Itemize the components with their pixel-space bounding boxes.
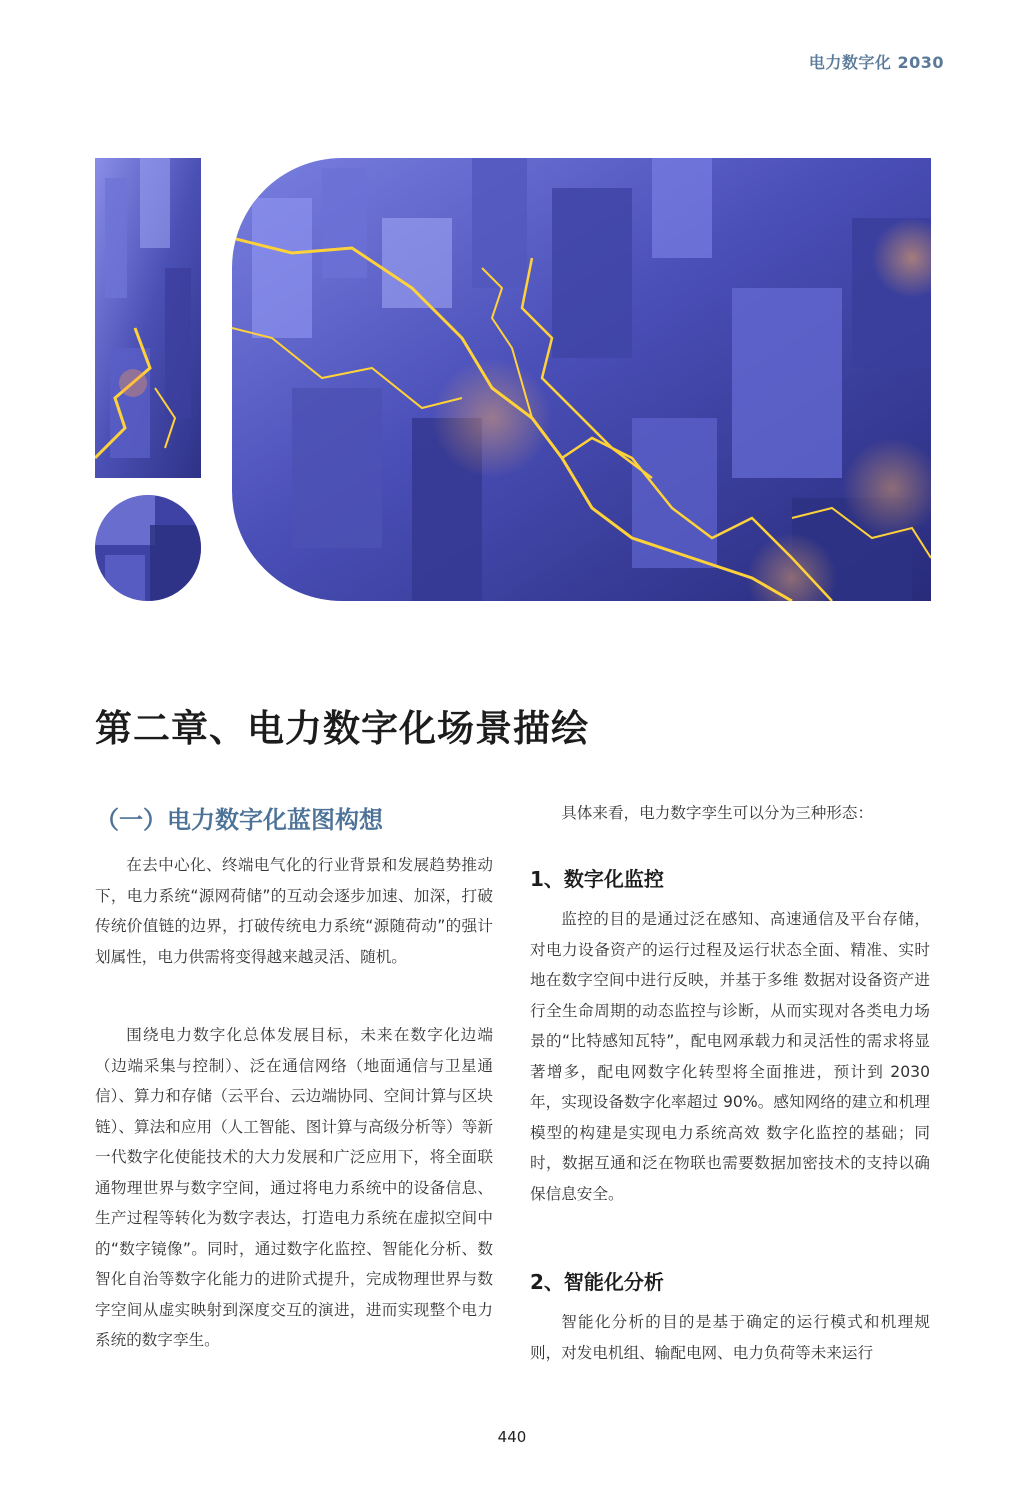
subsection-title-monitoring: 1、数字化监控 — [530, 867, 664, 891]
chapter-title: 第二章、电力数字化场景描绘 — [95, 707, 589, 750]
section-title: （一）电力数字化蓝图构想 — [95, 806, 383, 834]
page-number: 440 — [497, 1428, 527, 1446]
subsection-text-monitoring: 监控的目的是通过泛在感知、高速通信及平台存储，对电力设备资产的运行过程及运行状态全面、精准、实时地在数字空间中进行反映，并基于多维 数据对设备资产进行全生命周期的动态监控与诊断，从而实现对各类电力场景的“比特感知瓦特”，配电网承载力和灵活性的需求将显著增多，配电网数字化转型将全面推进，预计到 2030 年，实现设备数字化率超过 90%。感知网络的建立和机理模型的构建是实现电力系统高效 数字化监控的基础；同时，数据互通和泛在物联也需要数据加密技术的支持以确保信息安全。 — [530, 910, 930, 1203]
subsection-title-analysis: 2、智能化分析 — [530, 1270, 664, 1294]
left-paragraph-1: 在去中心化、终端电气化的行业背景和发展趋势推动下，电力系统“源网荷储”的互动会逐步加速、加深，打破传统价值链的边界，打破传统电力系统“源随荷动”的强计划属性，电力供需将变得越来越灵活、随机。 — [95, 856, 493, 966]
hero-image-circle — [95, 495, 201, 601]
running-header: 电力数字化 2030 — [808, 53, 944, 72]
hero-image-circuit-city — [232, 158, 931, 601]
subsection-text-analysis: 智能化分析的目的是基于确定的运行模式和机理规则，对发电机组、输配电网、电力负荷等未来运行 — [530, 1313, 930, 1362]
right-intro: 具体来看，电力数字孪生可以分为三种形态： — [561, 804, 874, 822]
hero-image-bar — [95, 158, 201, 478]
left-paragraph-2: 围绕电力数字化总体发展目标，未来在数字化边端（边端采集与控制）、泛在通信网络（地面通信与卫星通信）、算力和存储（云平台、云边端协同、空间计算与区块链）、算法和应用（人工智能、图计算与高级分析等）等新一代数字化使能技术的大力发展和广泛应用下，将全面联通物理世界与数字空间，通过将电力系统中的设备信息、生产过程等转化为数字表达，打造电力系统在虚拟空间中的“数字镜像”。同时，通过数字化监控、智能化分析、数智化自治等数字化能力的进阶式提升，完成物理世界与数字空间从虚实映射到深度交互的演进，进而实现整个电力系统的数字孪生。 — [95, 1026, 493, 1349]
